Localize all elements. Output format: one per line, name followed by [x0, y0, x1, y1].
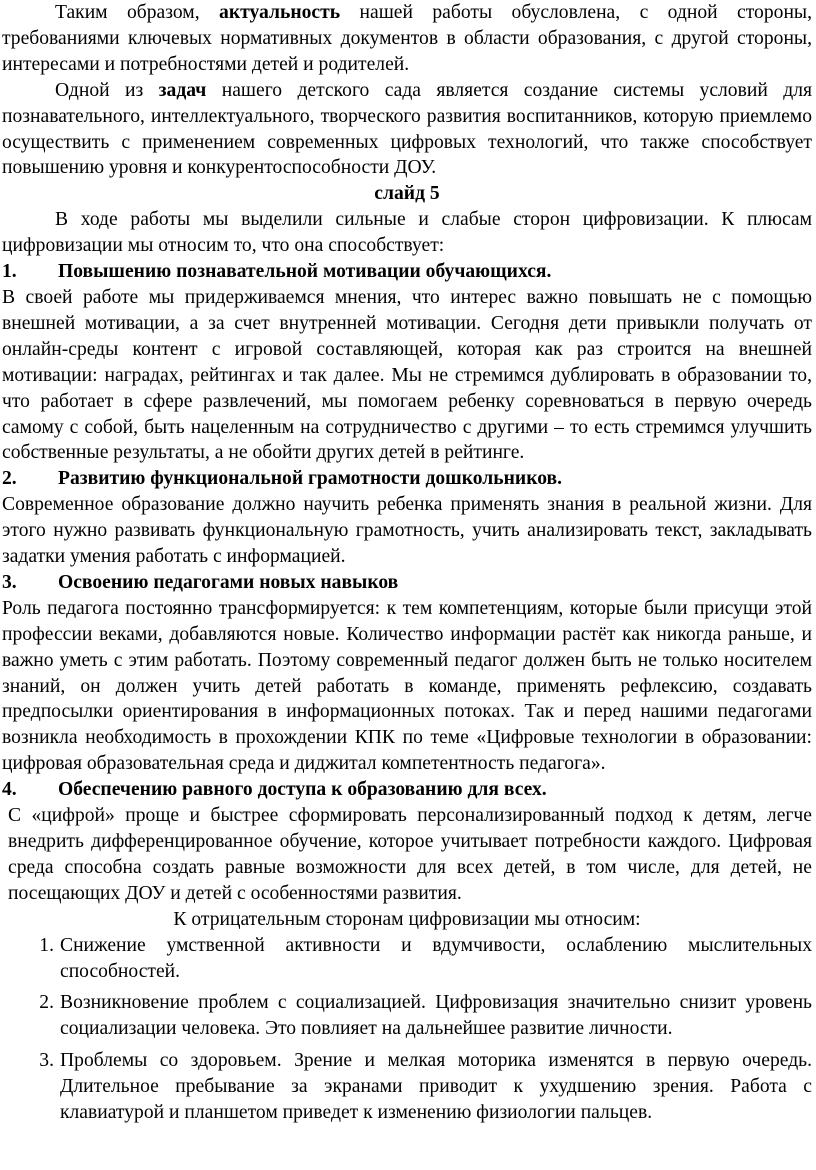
list-item-number: 3. [39, 1050, 54, 1072]
para1-bold: актуальность [219, 2, 341, 23]
section-heading-2 [2, 466, 812, 492]
section-heading-3 [2, 570, 812, 596]
list-item-text: Снижение умственной активности и вдумчивости, ослаблению мыслительных способностей. [60, 934, 812, 982]
section-body-3: Роль педагога постоянно трансформируется: к тем компетенциям, которые были присущи этой профессии веками, добавляются новые. Количество информации растёт как никогда раньше, и важно уметь с этим работать. Поэтому современный педагог должен быть не только носителем знаний, он должен учить детей работать в команде, применять рефлексию, создавать предпосылки ориентирования в информационных потоках. Так и перед нашими педагогами возникла необходимость в прохождении КПК по теме «Цифровые технологии в образовании: цифровая образовательная среда и диджитал компетентность педагога». [2, 597, 812, 775]
list-item [2, 990, 812, 1042]
list-item [2, 1048, 812, 1126]
section-title: Освоению педагогами новых навыков [58, 571, 399, 593]
list-item-text: Возникновение проблем с социализацией. Цифровизация значительно снизит уровень социализации человека. Это повлияет на дальнейшее развитие личности. [60, 992, 812, 1040]
section-heading-1 [2, 259, 812, 285]
section-number: 4. [2, 779, 17, 801]
section-number: 1. [2, 261, 17, 283]
section-title: Повышению познавательной мотивации обучающихся. [58, 261, 552, 283]
list-item-number: 2. [39, 992, 54, 1014]
paragraph-relevance [2, 0, 812, 78]
intro-paragraph: В ходе работы мы выделили сильные и слабые сторон цифровизации. К плюсам цифровизации мы относим то, что она способствует: [2, 209, 812, 257]
section-heading-4 [2, 777, 812, 803]
section-body-2: Современное образование должно научить ребенка применять знания в реальной жизни. Для этого нужно развивать функциональную грамотность, учить анализировать текст, закладывать задатки умения работать с информацией. [2, 494, 812, 568]
para2-rest: нашего детского сада является создание системы условий для познавательного, интеллектуального, творческого развития воспитанников, которую приемлемо осуществить с применением современных цифровых технологий, что также способствует повышению уровня и конкурентоспособности ДОУ. [2, 79, 812, 179]
para2-start: Одной из [55, 79, 159, 101]
list-item [2, 933, 812, 985]
section-number: 2. [2, 468, 17, 490]
paragraph-tasks [2, 78, 812, 182]
list-item-number: 1. [39, 934, 54, 956]
section-body-4: С «цифрой» проще и быстрее сформировать персонализированный подход к детям, легче внедрить дифференцированное обучение, которое учитывает потребности каждого. Цифровая среда способна создать равные возможности для всех детей, в том числе, для детей, не посещающих ДОУ и детей с особенностями развития. [8, 805, 812, 904]
section-body-1: В своей работе мы придерживаемся мнения, что интерес важно повышать не с помощью внешней мотивации, а за счет внутренней мотивации. Сегодня дети привыкли получать от онлайн-среды контент с игровой составляющей, которая как раз строится на внешней мотивации: наградах, рейтингах и так далее. Мы не стремимся дублировать в образовании то, что работает в сфере развлечений, мы помогаем ребенку соревноваться в первую очередь самому с собой, быть нацеленным на сотрудничество с другими – то есть стремимся улучшить собственные результаты, а не обойти других детей в рейтинге. [2, 286, 812, 464]
list-item-text: Проблемы со здоровьем. Зрение и мелкая моторика изменятся в первую очередь. Длительное пребывание за экранами приводит к ухудшению зрения. Работа с клавиатурой и планшетом приведет к изменению физиологии пальцев. [60, 1050, 812, 1124]
section-title: Развитию функциональной грамотности дошкольников. [58, 468, 563, 490]
para2-bold: задач [158, 79, 207, 101]
para1-rest: нашей работы обусловлена, с одной стороны, требованиями ключевых нормативных документов в области образования, с другой стороны, интересами и потребностями детей и родителей. [2, 2, 812, 75]
negatives-heading: К отрицательным сторонам цифровизации мы относим: [173, 908, 641, 930]
para1-start: Таким образом, [55, 2, 220, 23]
section-title: Обеспечению равного доступа к образованию для всех. [58, 779, 547, 801]
negatives-list [2, 933, 812, 1126]
slide-label: слайд 5 [374, 183, 440, 205]
section-number: 3. [2, 571, 17, 593]
